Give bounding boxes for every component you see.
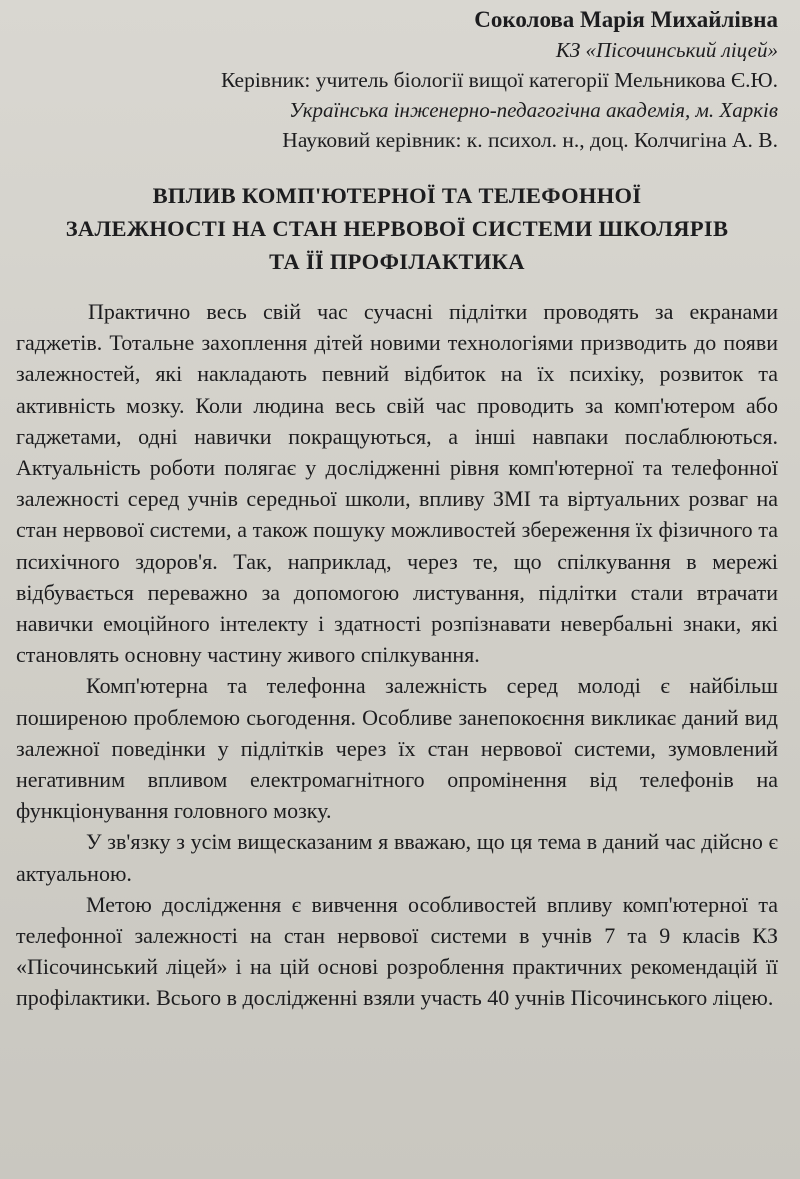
supervisor-line: Керівник: учитель біології вищої категорії Мельникова Є.Ю. — [221, 68, 778, 92]
body-paragraph: У зв'язку з усім вищесказаним я вважаю, що ця тема в даний час дійсно є актуальною. — [16, 829, 778, 886]
scientific-supervisor-line: Науковий керівник: к. психол. н., доц. Колчигіна А. В. — [282, 128, 778, 152]
article-title — [16, 179, 778, 278]
title-line: ТА ЇЇ ПРОФІЛАКТИКА — [269, 249, 525, 274]
body-paragraph: Комп'ютерна та телефонна залежність серед молоді є найбільш поширеною проблемою сьогодення. Особливе занепокоєння викликає даний вид залежної поведінки у підлітків через їх стан нервової системи, зумовлений негативним впливом електромагнітного опромінення від телефонів на функціонування головного мозку. — [16, 673, 778, 824]
body-paragraph: Метою дослідження є вивчення особливостей впливу комп'ютерної та телефонної залежності на стан нервової системи в учнів 7 та 9 класів КЗ «Пісочинський ліцей» і на цій основі розроблення практичних рекомендацій її профілактики. Всього в дослідженні взяли участь 40 учнів Пісочинського ліцею. — [16, 891, 778, 1011]
title-line: ЗАЛЕЖНОСТІ НА СТАН НЕРВОВОЇ СИСТЕМИ ШКОЛЯРІВ — [65, 216, 729, 241]
author-name: Соколова Марія Михайлівна — [474, 7, 778, 32]
title-line: ВПЛИВ КОМП'ЮТЕРНОЇ ТА ТЕЛЕФОННОЇ — [152, 183, 642, 208]
article-body — [16, 296, 778, 1014]
body-paragraph: Практично весь свій час сучасні підлітки проводять за екранами гаджетів. Тотальне захоплення дітей новими технологіями призводить до появи залежностей, які накладають певний відбиток на їх психіку, розвиток та активність мозку. Коли людина весь свій час проводить за комп'ютером або гаджетами, одні навички покращуються, а інші навпаки послаблюються. Актуальність роботи полягає у дослідженні рівня комп'ютерної та телефонної залежності серед учнів середньої школи, впливу ЗМІ та віртуальних розваг на стан нервової системи, а також пошуку можливостей збереження їх фізичного та психічного здоров'я. Так, наприклад, через те, що спілкування в мережі відбувається переважно за допомогою листування, підлітки стали втрачати навички емоційного інтелекту і здатності розпізнавати невербальні знаки, які становлять основну частину живого спілкування. — [16, 299, 778, 668]
school-affiliation: КЗ «Пісочинський ліцей» — [555, 38, 778, 62]
academy-affiliation: Українська інженерно-педагогічна академія, м. Харків — [289, 98, 778, 122]
author-block — [16, 4, 778, 155]
